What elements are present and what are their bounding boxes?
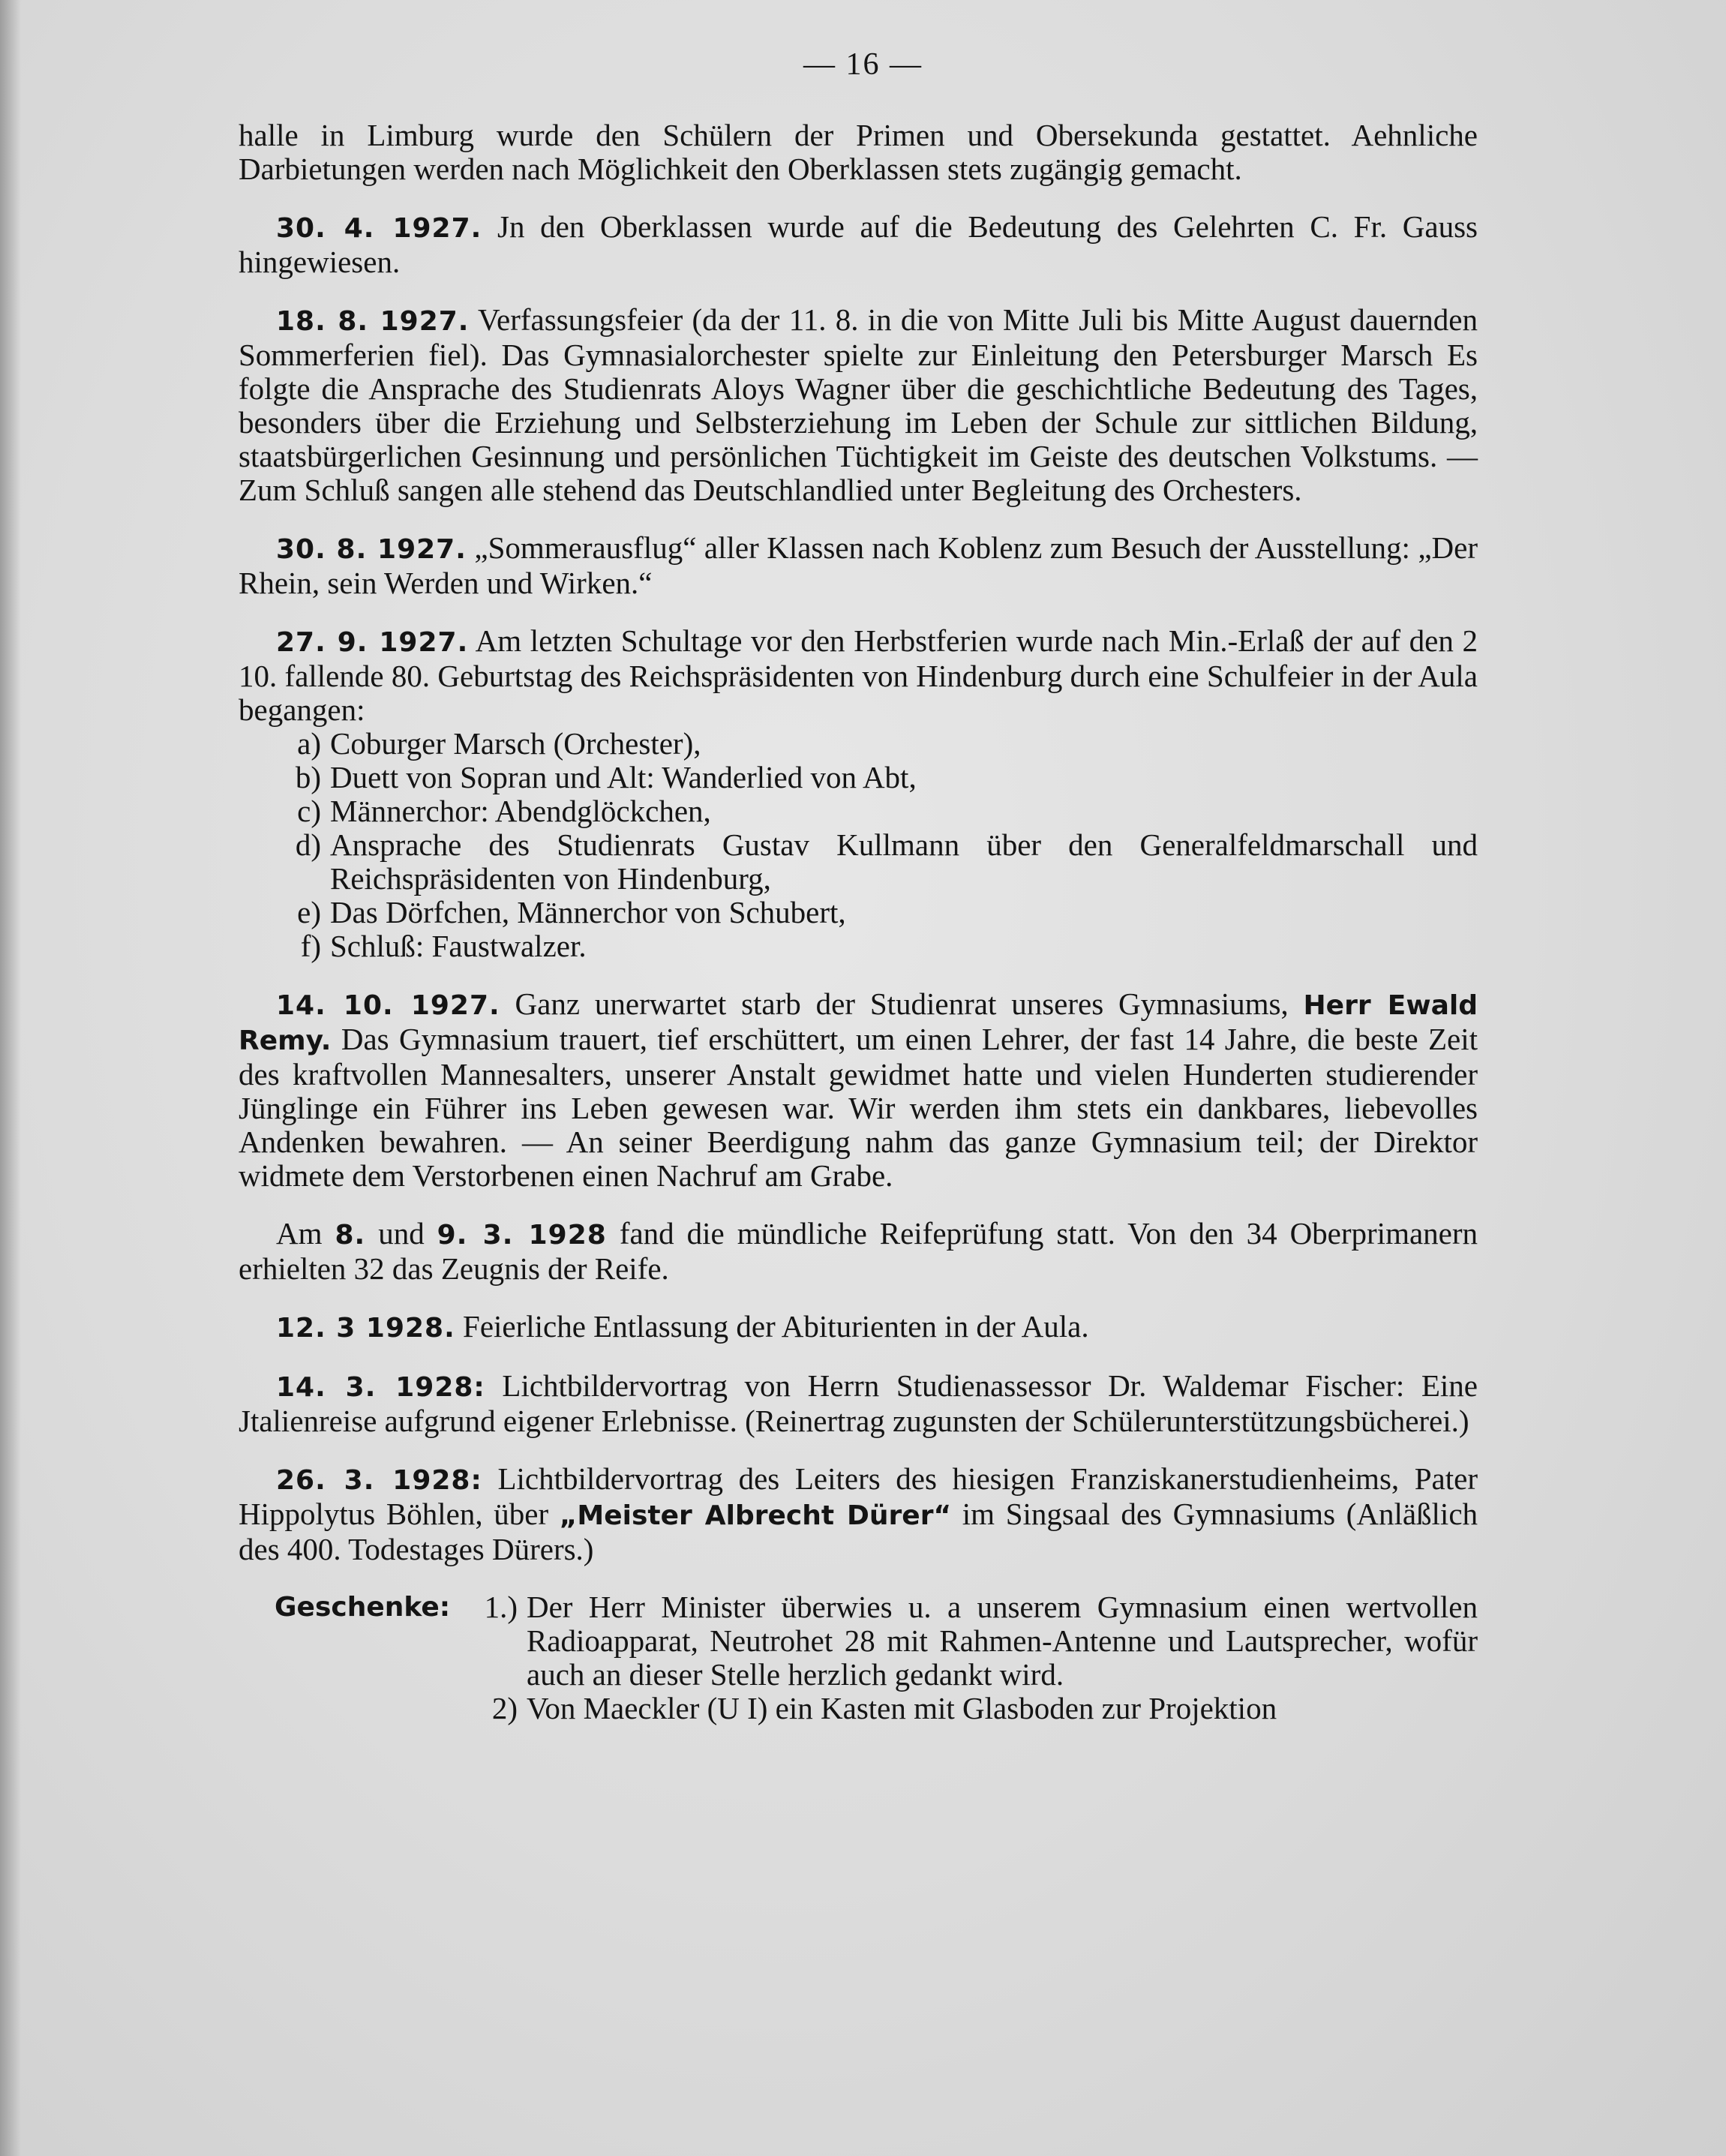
scan-edge-shadow	[0, 0, 21, 2156]
entry-text: Ganz unerwartet starb der Studienrat unseres Gymnasiums,	[500, 986, 1304, 1021]
list-item	[239, 929, 1478, 963]
list-item-text: Coburger Marsch (Orchester),	[330, 726, 701, 761]
list-item	[239, 896, 1478, 929]
list-item-text: Schluß: Faustwalzer.	[330, 929, 587, 963]
entry-date: 26. 3. 1928:	[276, 1465, 482, 1496]
entry-title: „Meister Albrecht Dürer“	[559, 1500, 952, 1531]
entry-date: 12. 3 1928.	[276, 1313, 455, 1344]
entry-date: 8.	[335, 1220, 366, 1251]
gift-item	[239, 1590, 1478, 1692]
list-item-text: Ansprache des Studienrats Gustav Kullmann über den Generalfeldmarschall und Reichspräsidenten von Hindenburg,	[330, 827, 1478, 896]
gift-label-spacer	[239, 1692, 458, 1725]
entry-entlassung	[239, 1310, 1478, 1345]
entry-text: Lichtbildervortrag des Leiters des hiesigen Franziskanerstudienheims, Pater Hippolytus Böhlen, über	[239, 1461, 1478, 1531]
list-item-text: Duett von Sopran und Alt: Wanderlied von Abt,	[330, 760, 917, 794]
gifts-label: Geschenke:	[275, 1592, 451, 1623]
entry-text: Am letzten Schultage vor den Herbstferien wurde nach Min.-Erlaß der auf den 2 10. fallende 80. Geburtstag des Reichspräsidenten von Hindenburg durch eine Schulfeier in der Aula begangen:	[239, 623, 1478, 727]
program-list	[239, 727, 1478, 963]
entry-gauss	[239, 210, 1478, 279]
list-marker: e)	[297, 895, 321, 929]
entry-date: 18. 8. 1927.	[276, 306, 470, 337]
paragraph-aula-continuation: halle in Limburg wurde den Schülern der Primen und Obersekunda gestattet. Aehnliche Darbietungen werden nach Möglichkeit den Oberklassen stets zugängig gemacht.	[239, 118, 1478, 186]
gift-number: 1.)	[484, 1590, 518, 1624]
list-item	[239, 794, 1478, 828]
entry-name: Herr Ewald Remy.	[239, 990, 1478, 1056]
entry-text: „Sommerausflug“ aller Klassen nach Koblenz zum Besuch der Ausstellung: „Der Rhein, sein Werden und Wirken.“	[239, 530, 1478, 600]
entry-reifepruefung	[239, 1217, 1478, 1286]
entry-verfassungsfeier	[239, 303, 1478, 507]
entry-remy	[239, 987, 1478, 1193]
list-marker: d)	[295, 827, 321, 862]
entry-date: 30. 4. 1927.	[276, 213, 482, 244]
entry-text: Das Gymnasium trauert, tief erschüttert, um einen Lehrer, der fast 14 Jahre, die beste Zeit des kraftvollen Mannesalters, unserer Anstalt gewidmet hatte und vielen Hunderten studierender Jünglinge ein Führer ins Leben gewesen war. Wir werden ihm stets ein dankbares, liebevolles Andenken bewahren. — An seiner Beerdigung nahm das ganze Gymnasium teil; der Direktor widmete dem Verstorbenen einen Nachruf am Grabe.	[239, 1022, 1478, 1193]
entry-text: Jn den Oberklassen wurde auf die Bedeutung des Gelehrten C. Fr. Gauss hingewiesen.	[239, 209, 1478, 279]
list-item	[239, 761, 1478, 794]
entry-date: 27. 9. 1927.	[276, 627, 469, 658]
list-marker: f)	[300, 929, 321, 963]
gifts-section	[239, 1590, 1478, 1725]
gift-item	[239, 1692, 1478, 1725]
entry-text: und	[365, 1216, 437, 1251]
entry-date: 30. 8. 1927.	[276, 534, 467, 565]
entry-date: 9. 3. 1928	[437, 1220, 607, 1251]
entry-text: Am	[276, 1216, 335, 1251]
entry-sommerausflug	[239, 531, 1478, 600]
list-marker: b)	[295, 760, 321, 794]
list-item	[239, 828, 1478, 896]
page-number: — 16 —	[803, 47, 923, 82]
entry-text: fand die mündliche Reifeprüfung statt. Von den 34 Oberprimanern erhielten 32 das Zeugnis der Reife.	[239, 1216, 1478, 1286]
page-body	[239, 119, 1478, 1725]
entry-date: 14. 3. 1928:	[276, 1372, 485, 1403]
gift-text: Von Maeckler (U I) ein Kasten mit Glasboden zur Projektion	[527, 1691, 1277, 1725]
entry-text: Verfassungsfeier (da der 11. 8. in die von Mitte Juli bis Mitte August dauernden Sommerferien fiel). Das Gymnasialorchester spielte zur Einleitung den Petersburger Marsch Es folgte die Ansprache des Studienrats Aloys Wagner über die geschichtliche Bedeutung des Tages, besonders über die Erziehung und Selbsterziehung im Leben der Schule zur sittlichen Bildung, staatsbürgerlichen Gesinnung und persönlichen Tüchtigkeit im Geiste des deutschen Volkstums. — Zum Schluß sangen alle stehend das Deutschlandlied unter Begleitung des Orchesters.	[239, 302, 1478, 507]
list-item-text: Männerchor: Abendglöckchen,	[330, 794, 711, 828]
list-marker: c)	[297, 794, 321, 828]
entry-vortrag-fischer	[239, 1369, 1478, 1438]
entry-hindenburg	[239, 624, 1478, 727]
entry-text: Lichtbildervortrag von Herrn Studienassessor Dr. Waldemar Fischer: Eine Jtalienreise aufgrund eigener Erlebnisse. (Reinertrag zugunsten der Schülerunterstützungsbücherei.)	[239, 1368, 1478, 1438]
list-marker: a)	[297, 726, 321, 761]
gift-number: 2)	[491, 1691, 518, 1725]
entry-vortrag-duerer	[239, 1462, 1478, 1566]
entry-text: Feierliche Entlassung der Abiturienten in der Aula.	[455, 1309, 1089, 1344]
list-item-text: Das Dörfchen, Männerchor von Schubert,	[330, 895, 846, 929]
entry-text: im Singsaal des Gymnasiums (Anläßlich des 400. Todestages Dürers.)	[239, 1497, 1478, 1566]
entry-date: 14. 10. 1927.	[276, 990, 500, 1021]
list-item	[239, 727, 1478, 761]
gift-text: Der Herr Minister überwies u. a unserem Gymnasium einen wertvollen Radioapparat, Neutrohet 28 mit Rahmen-Antenne und Lautsprecher, wofür auch an dieser Stelle herzlich gedankt wird.	[527, 1590, 1478, 1692]
